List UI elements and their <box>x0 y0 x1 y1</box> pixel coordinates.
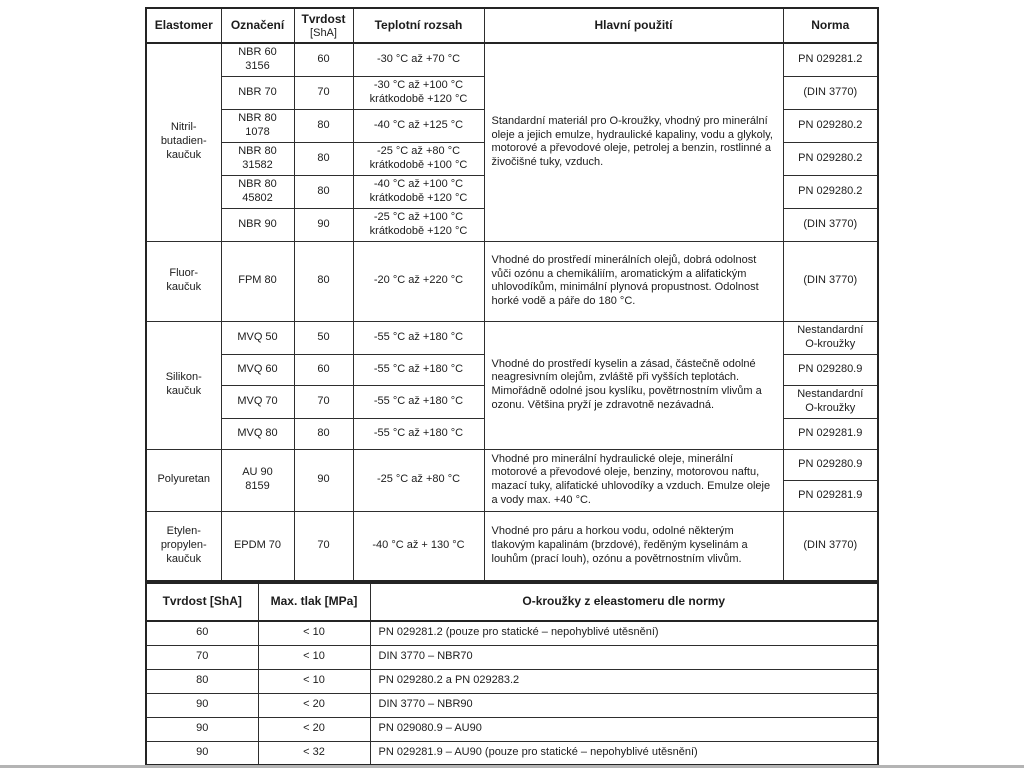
pressure-cell: < 20 <box>258 717 370 741</box>
usage-cell: Vhodné pro minerální hydraulické oleje, minerální motorové a převodové oleje, benziny, motorovou naftu, mazací tuky, alifatické uhlovodíky a vzduch. Emulze oleje a vody max. +40 °C. <box>484 449 783 511</box>
hardness-cell: 60 <box>294 43 353 76</box>
table-row <box>146 621 878 645</box>
designation-cell: MVQ 50 <box>221 321 294 354</box>
pressure-cell: < 20 <box>258 693 370 717</box>
elastomer-cell: Fluor- kaučuk <box>146 241 221 321</box>
pressure-cell: < 32 <box>258 741 370 765</box>
designation-cell: EPDM 70 <box>221 511 294 581</box>
hardness-cell: 70 <box>294 511 353 581</box>
designation-cell: NBR 80 45802 <box>221 175 294 208</box>
norm-cell: PN 029080.9 – AU90 <box>370 717 878 741</box>
norm-cell: PN 029280.9 <box>783 354 878 385</box>
hardness-cell: 80 <box>294 142 353 175</box>
hardness-cell: 80 <box>294 175 353 208</box>
designation-cell: NBR 80 31582 <box>221 142 294 175</box>
hardness-cell: 60 <box>294 354 353 385</box>
col-header-tvrdost-sha: Tvrdost [ShA] <box>146 583 258 621</box>
col-header-norma: Norma <box>783 8 878 43</box>
norm-cell: Nestandardní O-kroužky <box>783 321 878 354</box>
col-header-hlavni-pouziti: Hlavní použití <box>484 8 783 43</box>
table-row <box>146 241 878 321</box>
designation-cell: NBR 90 <box>221 208 294 241</box>
hardness-cell: 60 <box>146 621 258 645</box>
norm-cell: PN 029280.9 <box>783 449 878 480</box>
table-row <box>146 449 878 480</box>
hardness-cell: 80 <box>146 669 258 693</box>
col-header-teplotni-rozsah: Teplotní rozsah <box>353 8 484 43</box>
temperature-cell: -25 °C až +100 °C krátkodobě +120 °C <box>353 208 484 241</box>
elastomer-spec-table <box>145 7 879 582</box>
norm-cell: DIN 3770 – NBR90 <box>370 693 878 717</box>
col-header-tvrdost <box>294 8 353 43</box>
elastomer-cell: Polyuretan <box>146 449 221 511</box>
col-header-tvrdost-label: Tvrdost <box>301 11 346 26</box>
temperature-cell: -30 °C až +100 °C krátkodobě +120 °C <box>353 76 484 109</box>
norm-cell: PN 029281.9 <box>783 480 878 511</box>
usage-cell: Vhodné do prostředí minerálních olejů, dobrá odolnost vůči ozónu a chemikáliím, aromatickým a alifatickým uhlovodíkům, minimální plynová propustnost. Odolnost horké vodě a páře do 180 °C. <box>484 241 783 321</box>
norm-cell: PN 029280.2 <box>783 175 878 208</box>
hardness-cell: 80 <box>294 418 353 449</box>
hardness-cell: 90 <box>146 693 258 717</box>
hardness-cell: 90 <box>294 208 353 241</box>
norm-cell: (DIN 3770) <box>783 208 878 241</box>
col-header-tvrdost-unit: [ShA] <box>310 27 337 40</box>
designation-cell: FPM 80 <box>221 241 294 321</box>
table-row <box>146 669 878 693</box>
norm-cell: (DIN 3770) <box>783 241 878 321</box>
temperature-cell: -30 °C až +70 °C <box>353 43 484 76</box>
elastomer-cell: Nitril- butadien- kaučuk <box>146 43 221 241</box>
table-row <box>146 321 878 354</box>
col-header-max-tlak: Max. tlak [MPa] <box>258 583 370 621</box>
temperature-cell: -40 °C až +125 °C <box>353 109 484 142</box>
designation-cell: NBR 70 <box>221 76 294 109</box>
col-header-okrouzky-norma: O-kroužky z eleastomeru dle normy <box>370 583 878 621</box>
pressure-table-header-row <box>146 583 878 621</box>
table-row <box>146 43 878 76</box>
hardness-cell: 90 <box>294 449 353 511</box>
norm-cell: (DIN 3770) <box>783 76 878 109</box>
hardness-cell: 70 <box>146 645 258 669</box>
designation-cell: MVQ 60 <box>221 354 294 385</box>
table-row <box>146 645 878 669</box>
hardness-cell: 90 <box>146 717 258 741</box>
designation-cell: NBR 60 3156 <box>221 43 294 76</box>
table-row <box>146 511 878 581</box>
designation-cell: AU 90 8159 <box>221 449 294 511</box>
temperature-cell: -55 °C až +180 °C <box>353 385 484 418</box>
temperature-cell: -55 °C až +180 °C <box>353 354 484 385</box>
pressure-cell: < 10 <box>258 669 370 693</box>
usage-cell: Standardní materiál pro O-kroužky, vhodný pro minerální oleje a jejich emulze, hydraulické kapaliny, vodu a glykoly, motorové a převodové oleje, petrolej a benzin, rostlinné a živočišné tuky, vzduch. <box>484 43 783 241</box>
hardness-cell: 90 <box>146 741 258 765</box>
temperature-cell: -55 °C až +180 °C <box>353 418 484 449</box>
designation-cell: MVQ 70 <box>221 385 294 418</box>
col-header-oznaceni: Označení <box>221 8 294 43</box>
temperature-cell: -40 °C až +100 °C krátkodobě +120 °C <box>353 175 484 208</box>
norm-cell: DIN 3770 – NBR70 <box>370 645 878 669</box>
hardness-cell: 80 <box>294 109 353 142</box>
designation-cell: MVQ 80 <box>221 418 294 449</box>
norm-cell: PN 029280.2 a PN 029283.2 <box>370 669 878 693</box>
main-table-header-row <box>146 8 878 43</box>
hardness-cell: 50 <box>294 321 353 354</box>
norm-cell: PN 029281.9 <box>783 418 878 449</box>
temperature-cell: -55 °C až +180 °C <box>353 321 484 354</box>
temperature-cell: -40 °C až + 130 °C <box>353 511 484 581</box>
pressure-cell: < 10 <box>258 621 370 645</box>
norm-cell: PN 029281.2 <box>783 43 878 76</box>
norm-cell: PN 029280.2 <box>783 142 878 175</box>
hardness-cell: 70 <box>294 76 353 109</box>
designation-cell: NBR 80 1078 <box>221 109 294 142</box>
norm-cell: Nestandardní O-kroužky <box>783 385 878 418</box>
pressure-cell: < 10 <box>258 645 370 669</box>
elastomer-cell: Silikon- kaučuk <box>146 321 221 449</box>
table-row <box>146 717 878 741</box>
usage-cell: Vhodné do prostředí kyselin a zásad, částečně odolné neagresivním olejům, zvláště při vyšších teplotách. Mimořádně odolné jsou kyslíku, povětrnostním vlivům a ozonu. Většina pryží je zdravotně nezávadná. <box>484 321 783 449</box>
norm-cell: PN 029280.2 <box>783 109 878 142</box>
table-row <box>146 741 878 765</box>
oring-pressure-table <box>145 582 879 766</box>
temperature-cell: -25 °C až +80 °C krátkodobě +100 °C <box>353 142 484 175</box>
usage-cell: Vhodné pro páru a horkou vodu, odolné některým tlakovým kapalinám (brzdové), ředěným kyselinám a louhům (prací louh), ozónu a povětrnostním vlivům. <box>484 511 783 581</box>
temperature-cell: -20 °C až +220 °C <box>353 241 484 321</box>
hardness-cell: 80 <box>294 241 353 321</box>
elastomer-cell: Etylen- propylen- kaučuk <box>146 511 221 581</box>
norm-cell: PN 029281.9 – AU90 (pouze pro statické – nepohyblivé utěsnění) <box>370 741 878 765</box>
col-header-elastomer: Elastomer <box>146 8 221 43</box>
norm-cell: PN 029281.2 (pouze pro statické – nepohyblivé utěsnění) <box>370 621 878 645</box>
temperature-cell: -25 °C až +80 °C <box>353 449 484 511</box>
norm-cell: (DIN 3770) <box>783 511 878 581</box>
table-row <box>146 693 878 717</box>
hardness-cell: 70 <box>294 385 353 418</box>
